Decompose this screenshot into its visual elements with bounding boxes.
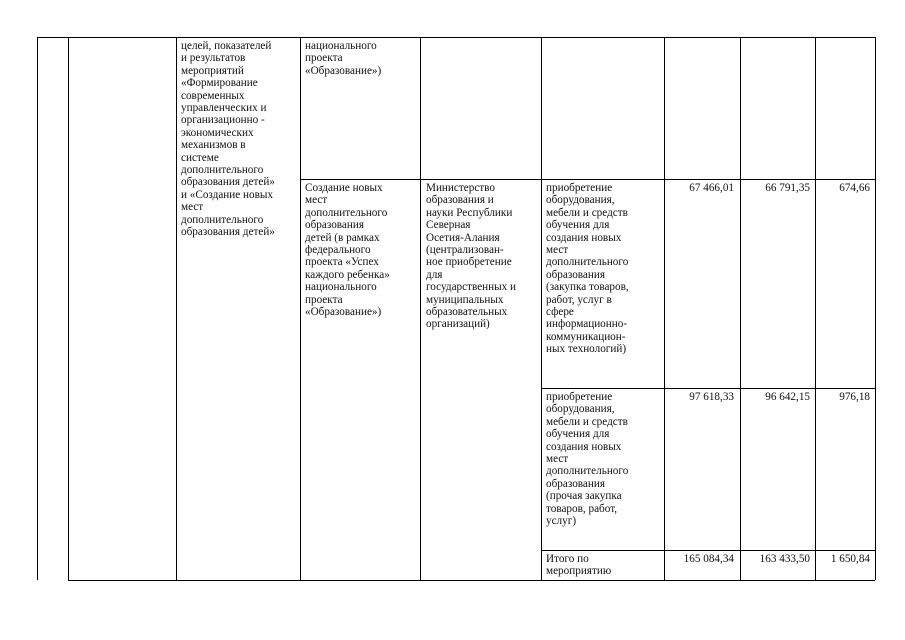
project-name-continued-cell: национального проекта «Образование»): [305, 40, 382, 77]
activity-name-cell: Создание новых мест дополнительного образования детей (в рамках федерального проекта «Успех каждого ребенка» национального проекта «Образование»): [305, 182, 390, 319]
col-border-6: [664, 37, 665, 580]
amount-regional-cell: 976,18: [839, 391, 870, 403]
col-border-8: [815, 37, 816, 580]
col-border-1: [68, 37, 69, 580]
activity-total-label: Итого по мероприятию: [546, 553, 612, 578]
activity-total-federal: 163 433,50: [759, 553, 810, 565]
expense-purpose-cell: приобретение оборудования, мебели и средств обучения для создания новых мест дополнительного образования (закупка товаров, работ, услуг в сфере информационно- коммуникацион- ных технологий): [546, 182, 629, 356]
amount-regional-cell: 674,66: [839, 182, 870, 194]
activity-goals-cell: целей, показателей и результатов мероприятий «Формирование современных управленческих и организационно - экономических механизмов в системе дополнительного образования детей» и «Создание новых мест дополнительного образования детей»: [181, 40, 275, 239]
amount-federal-cell: 96 642,15: [765, 391, 810, 403]
activity-total-regional: 1 650,84: [830, 553, 870, 565]
col-border-3: [300, 37, 301, 580]
col-border-2: [176, 37, 177, 580]
amount-federal-cell: 66 791,35: [765, 182, 810, 194]
row-divider-1: [300, 179, 875, 180]
table-bottom-border: [68, 580, 875, 581]
table-top-border: [37, 37, 875, 38]
col-border-5: [541, 37, 542, 580]
col-border-4: [420, 37, 421, 580]
row-divider-2: [541, 388, 875, 389]
row-divider-3: [541, 550, 875, 551]
expense-purpose-cell: приобретение оборудования, мебели и средств обучения для создания новых мест дополнительного образования (прочая закупка товаров, работ, услуг): [546, 391, 629, 528]
col-border-9: [875, 37, 876, 580]
amount-total-cell: 67 466,01: [689, 182, 734, 194]
col-border-7: [740, 37, 741, 580]
col-border-0: [37, 37, 38, 580]
executor-cell: Министерство образования и науки Республики Северная Осетия-Алания (централизован- ное приобретение для государственных и муниципальных образовательных организаций): [426, 182, 517, 331]
activity-total-amount: 165 084,34: [683, 553, 734, 565]
amount-total-cell: 97 618,33: [689, 391, 734, 403]
